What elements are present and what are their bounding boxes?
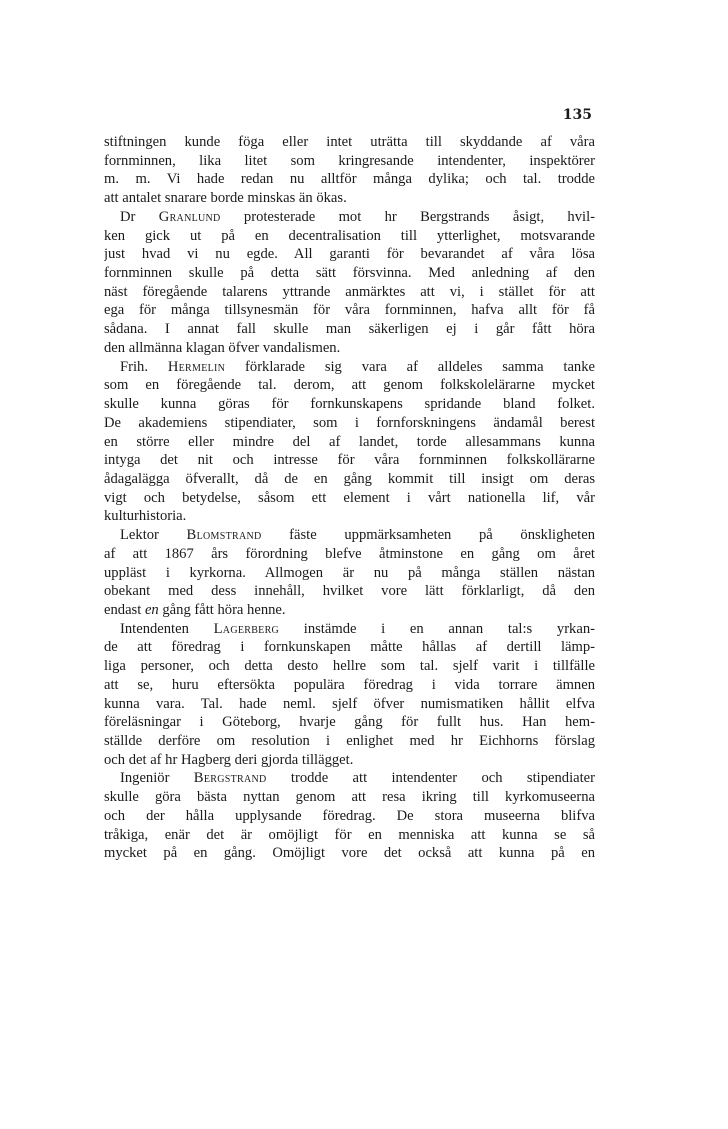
text-run: ställde derföre om resolution i enlighet med hr Eichhorns förslag — [104, 733, 595, 749]
text-line — [104, 395, 595, 414]
text-line — [104, 601, 595, 620]
text-line — [104, 451, 595, 470]
text-run: ken gick ut på en decentralisation till ytterlighet, motsvarande — [104, 227, 595, 244]
text-run: skulle kunna göras för fornkunskapens spridande bland folket. — [104, 396, 595, 413]
text-run: kulturhistoria. — [104, 508, 187, 525]
text-line — [104, 320, 595, 339]
text-run: stiftningen kunde föga eller intet uträtta till skyddande af våra — [104, 134, 595, 150]
text-run: trodde att intendenter och stipendiater — [266, 770, 595, 787]
text-line — [104, 751, 595, 770]
text-line — [104, 208, 595, 227]
text-run: Dr — [120, 208, 159, 225]
text-line — [104, 339, 595, 358]
page-number: 135 — [562, 107, 592, 123]
text-line — [104, 189, 595, 208]
text-run: just hvad vi nu egde. All garanti för bevarandet af våra lösa — [104, 246, 595, 263]
text-run: liga personer, och detta desto hellre som tal. sjelf varit i tillfälle — [104, 658, 595, 675]
text-run: intyga det nit och intresse för våra fornminnen folkskollärarne — [104, 452, 595, 469]
text-run: obekant med dess innehåll, hvilket vore lätt förklarligt, då den — [104, 583, 595, 600]
text-run: fornminnen skulle på detta sätt försvinna. Med anledning af den — [104, 265, 595, 282]
text-line — [104, 227, 595, 246]
text-line — [104, 620, 595, 639]
text-line — [104, 283, 595, 302]
speaker-name: Hermelin — [167, 358, 226, 375]
text-line — [104, 788, 595, 807]
text-run: gång fått höra henne. — [158, 601, 286, 618]
speaker-name: Granlund — [158, 208, 221, 225]
emphasized-text: en — [144, 601, 159, 618]
text-run: tråkiga, enär det är omöjligt för en menniska att kunna se så — [104, 826, 595, 843]
text-line — [104, 769, 595, 788]
speaker-name: Bergstrand — [193, 770, 267, 787]
text-run: förklarade sig vara af alldeles samma tanke — [225, 358, 595, 375]
text-run: och det af hr Hagberg deri gjorda tillägget. — [104, 751, 354, 768]
text-line — [104, 713, 595, 732]
text-run: fornminnen, lika litet som kringresande intendenter, inspektörer — [104, 152, 595, 169]
text-line — [104, 638, 595, 657]
speaker-name: Lagerberg — [213, 620, 280, 637]
text-line — [104, 657, 595, 676]
text-line — [104, 470, 595, 489]
text-run: sådana. I annat fall skulle man säkerligen ej i går fått höra — [104, 321, 595, 338]
text-run: Intendenten — [120, 620, 214, 637]
text-line — [104, 301, 595, 320]
text-line — [104, 826, 595, 845]
text-line — [104, 807, 595, 826]
text-run: instämde i en annan tal:s yrkan- — [279, 620, 595, 637]
text-run: näst föregående talarens yttrande anmärktes att vi, i stället för att — [104, 283, 595, 300]
text-line — [104, 414, 595, 433]
text-run: Ingeniör — [120, 770, 194, 787]
text-run: som en föregående tal. derom, att genom folkskolelärarne mycket — [104, 377, 595, 394]
text-line — [104, 376, 595, 395]
text-line — [104, 676, 595, 695]
text-run: ådagalägga öfverallt, då de en gång kommit till insigt om deras — [104, 470, 595, 487]
text-run: ega för många tillsynesmän för våra fornminnen, hafva allt för få — [104, 302, 595, 319]
text-run: kunna vara. Tal. hade neml. sjelf öfver numismatiken hållit elfva — [104, 695, 595, 712]
text-run: en större eller mindre del af landet, torde allesammans kunna — [104, 433, 595, 450]
text-run: Frih. — [120, 358, 168, 375]
text-run: föreläsningar i Göteborg, hvarje gång för fullt hus. Han hem- — [104, 714, 595, 731]
text-run: endast — [104, 601, 145, 618]
text-line — [104, 564, 595, 583]
text-run: fäste uppmärksamheten på önskligheten — [261, 527, 595, 544]
text-run: vigt och betydelse, såsom ett element i vårt nationella lif, vår — [104, 489, 595, 506]
body-text — [104, 133, 595, 863]
text-line — [104, 264, 595, 283]
text-line — [104, 582, 595, 601]
text-run: skulle göra bästa nyttan genom att resa ikring till kyrkomuseerna — [104, 789, 595, 806]
text-line — [104, 844, 595, 863]
text-line — [104, 433, 595, 452]
text-line — [104, 170, 595, 189]
speaker-name: Blomstrand — [186, 527, 262, 544]
text-line — [104, 152, 595, 171]
text-run: de att föredrag i fornkunskapen måtte hållas af dertill lämp- — [104, 639, 595, 656]
text-run: och der hålla upplysande föredrag. De stora museerna blifva — [104, 807, 595, 824]
text-run: protesterade mot hr Bergstrands åsigt, hvil- — [220, 208, 595, 225]
text-run: Lektor — [120, 527, 187, 544]
text-line — [104, 526, 595, 545]
text-run: af att 1867 års förordning blefve åtminstone en gång om året — [104, 545, 595, 562]
text-run: m. m. Vi hade redan nu alltför många dylika; och tal. trodde — [104, 171, 595, 188]
text-line — [104, 507, 595, 526]
text-run: mycket på en gång. Omöjligt vore det också att kunna på en — [104, 845, 595, 862]
text-run: uppläst i kyrkorna. Allmogen är nu på många ställen nästan — [104, 564, 595, 581]
text-line — [104, 732, 595, 751]
text-line — [104, 245, 595, 264]
text-line — [104, 133, 595, 152]
text-line — [104, 358, 595, 377]
text-run: den allmänna klagan öfver vandalismen. — [104, 339, 341, 356]
text-line — [104, 545, 595, 564]
text-run: De akademiens stipendiater, som i fornforskningens ändamål berest — [104, 414, 595, 431]
text-line — [104, 489, 595, 508]
text-run: att se, huru eftersökta populära föredrag i vida torrare ämnen — [104, 676, 595, 693]
text-line — [104, 695, 595, 714]
text-run: att antalet snarare borde minskas än ökas. — [104, 190, 347, 207]
